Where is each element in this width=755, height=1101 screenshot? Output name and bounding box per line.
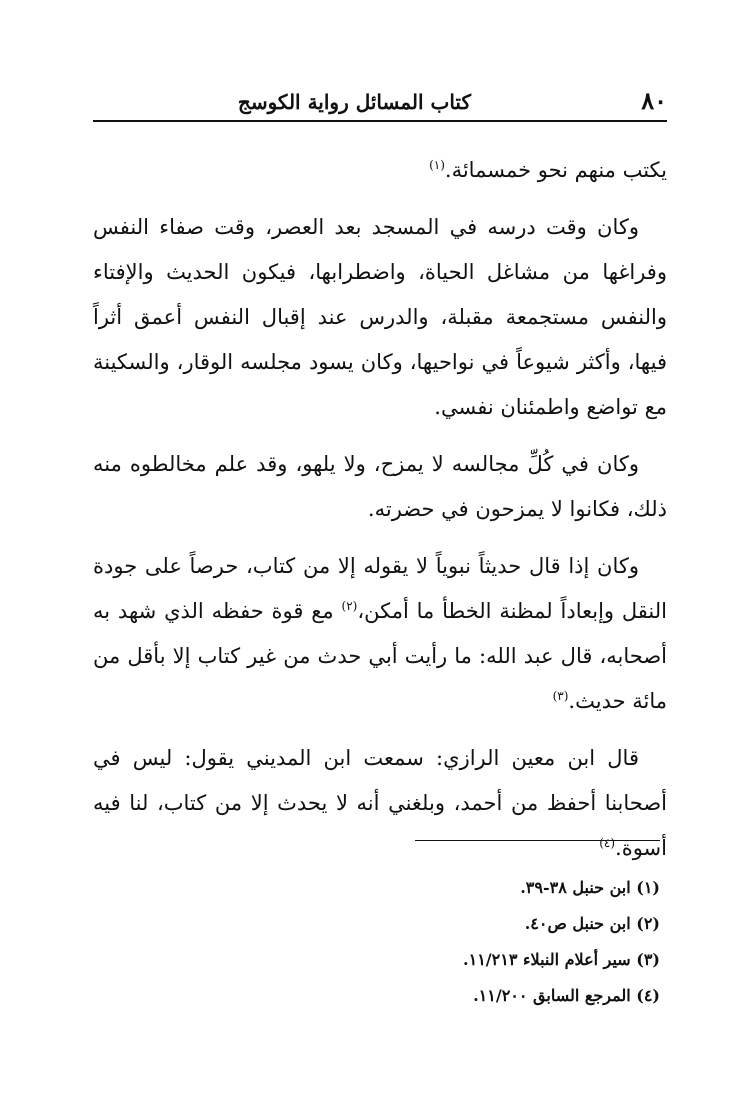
page-number: ٨٠ <box>641 86 667 115</box>
paragraph-5 <box>93 736 667 871</box>
page-header <box>93 80 667 120</box>
footnote-3: (٣) سير أعلام النبلاء ١١/٢١٣. <box>463 950 660 969</box>
running-title: كتاب المسائل رواية الكوسج <box>237 90 471 114</box>
paragraph-5-text: قال ابن معين الرازي: سمعت ابن المديني يقول: ليس في أصحابنا أحفظ من أحمد، وبلغني أنه لا يحدث إلا من كتاب، لنا فيه أسوة. <box>93 746 667 860</box>
paragraph-3 <box>93 442 667 532</box>
header-rule <box>93 120 667 122</box>
paragraph-3-text: وكان في كُلِّ مجالسه لا يمزح، ولا يلهو، وقد علم مخالطوه منه ذلك، فكانوا لا يمزحون في حضرته. <box>93 452 667 521</box>
footnote-2: (٢) ابن حنبل ص٤٠. <box>524 914 660 933</box>
paragraph-2 <box>93 205 667 430</box>
paragraph-4 <box>93 544 667 724</box>
paragraph-1-text: يكتب منهم نحو خمسمائة. <box>444 158 667 182</box>
paragraph-2-text: وكان وقت درسه في المسجد بعد العصر، وقت صفاء النفس وفراغها من مشاغل الحياة، واضطرابها، فيكون الحديث والإفتاء والنفس مستجمعة مقبلة، والدرس عند إقبال النفس أعمق أثراً فيها، وأكثر شيوعاً في نواحيها، وكان يسود مجلسه الوقار، والسكينة مع تواضع واطمئنان نفسي. <box>93 215 667 419</box>
footnote-ref-2: (٢) <box>341 599 358 613</box>
paragraph-4-text-a: وكان إذا قال حديثاً نبوياً لا يقوله إلا من كتاب، حرصاً على جودة النقل وإبعاداً لمظنة الخطأ ما أمكن، <box>93 554 667 623</box>
footnotes <box>240 870 660 1014</box>
footnote-ref-4: (٤) <box>599 836 616 850</box>
paragraph-4-text-b: مع قوة حفظه الذي شهد به أصحابه، قال عبد الله: ما رأيت أبي حدث من غير كتاب إلا بأقل من مائة حديث. <box>93 599 667 713</box>
footnote-4: (٤) المرجع السابق ١١/٢٠٠. <box>473 986 660 1005</box>
paragraph-1 <box>93 148 667 193</box>
footnote-1: (١) ابن حنبل ٣٨-٣٩. <box>520 878 660 897</box>
footnote-ref-3: (٣) <box>552 689 569 703</box>
body-text <box>93 148 667 883</box>
footnote-ref-1: (١) <box>429 158 445 172</box>
footnote-rule <box>415 840 660 841</box>
